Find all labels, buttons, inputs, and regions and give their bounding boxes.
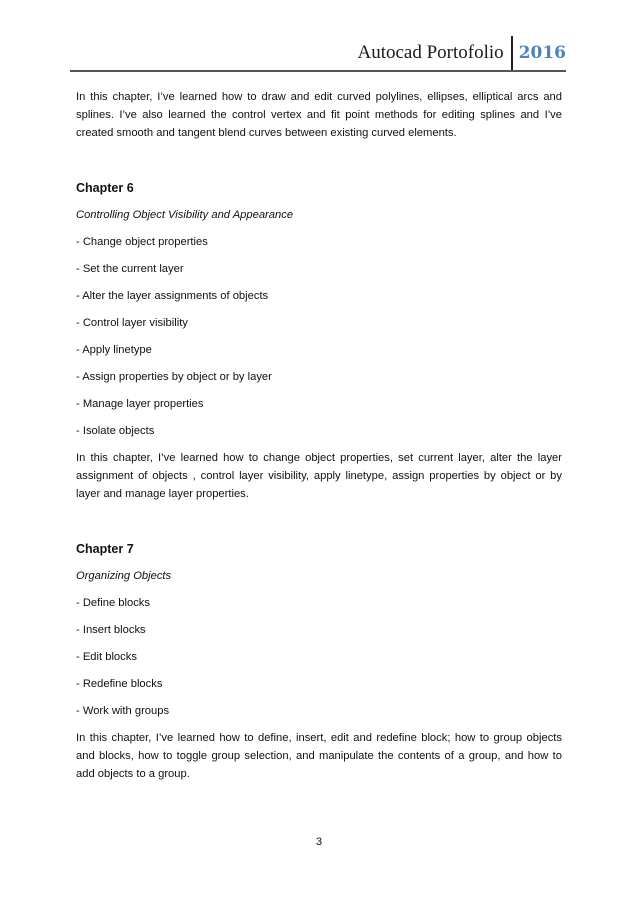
list-item: - Edit blocks: [76, 651, 137, 663]
header-title: Autocad Portofolio: [357, 42, 504, 63]
chapter-6-summary: In this chapter, I’ve learned how to change object properties, set current layer, alter the layer assignment of objects , control layer visibility, apply linetype, assign properties by object or by layer and manage layer properties.: [76, 452, 562, 500]
page-header: [357, 36, 566, 66]
chapter-7-heading: Chapter 7: [76, 542, 134, 556]
chapter-6-subtitle: Controlling Object Visibility and Appearance: [76, 209, 294, 221]
list-item: - Work with groups: [76, 705, 170, 717]
list-item: - Redefine blocks: [76, 678, 163, 690]
list-item: - Assign properties by object or by layer: [76, 371, 272, 383]
chapter-7-summary: In this chapter, I’ve learned how to define, insert, edit and redefine block; how to group objects and blocks, how to toggle group selection, and manipulate the contents of a group, and how to add objects to a group.: [76, 732, 562, 780]
page-number: 3: [315, 836, 323, 848]
list-item: - Control layer visibility: [76, 317, 188, 329]
list-item: - Define blocks: [76, 597, 150, 609]
chapter-7-list: [76, 594, 562, 720]
chapter-6-list: [76, 233, 562, 440]
chapter-6-heading: Chapter 6: [76, 181, 134, 195]
page-body: [76, 88, 562, 783]
list-item: - Alter the layer assignments of objects: [76, 290, 269, 302]
list-item: - Isolate objects: [76, 425, 155, 437]
chapter-7-subtitle: Organizing Objects: [76, 570, 172, 582]
list-item: - Change object properties: [76, 236, 208, 248]
intro-paragraph: In this chapter, I’ve learned how to draw and edit curved polylines, ellipses, elliptical arcs and splines. I’ve also learned the control vertex and fit point methods for editing splines and I’ve created smooth and tangent blend curves between existing curved elements.: [76, 91, 562, 139]
list-item: - Insert blocks: [76, 624, 146, 636]
list-item: - Apply linetype: [76, 344, 152, 356]
list-item: - Set the current layer: [76, 263, 184, 275]
list-item: - Manage layer properties: [76, 398, 204, 410]
header-year: 2016: [518, 43, 566, 63]
header-rule: [70, 70, 566, 72]
